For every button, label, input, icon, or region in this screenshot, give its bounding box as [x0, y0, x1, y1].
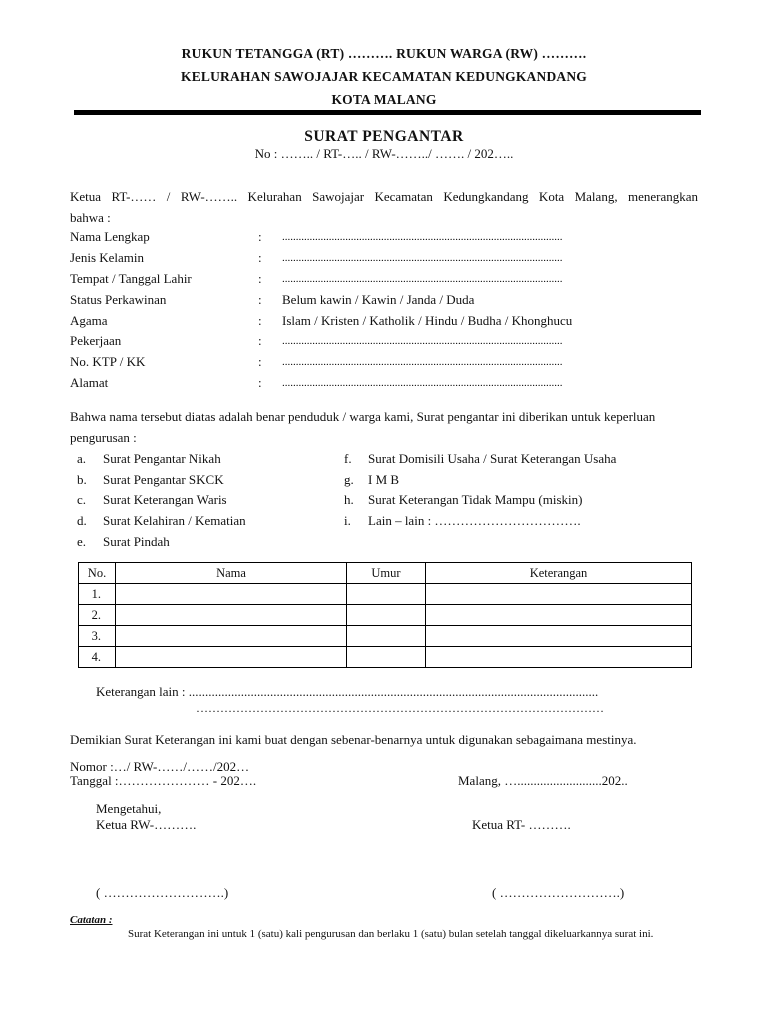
table-row — [79, 584, 692, 605]
table-cell-umur[interactable] — [347, 584, 426, 605]
option-letter: f. — [344, 451, 352, 466]
table-cell-no: 3. — [79, 626, 116, 647]
header-kelurahan: KELURAHAN SAWOJAJAR KECAMATAN KEDUNGKANDANG — [181, 69, 587, 84]
intro-line-1: Ketua RT-…… / RW-…….. Kelurahan Sawojajar Kecamatan Kedungkandang Kota Malang, menerangkan — [70, 189, 698, 204]
nomor-line: Nomor :…/ RW-……/……/202… — [70, 759, 250, 774]
field-colon: : — [258, 229, 262, 244]
table-row — [79, 626, 692, 647]
field-colon: : — [258, 250, 262, 265]
option-text: Surat Pindah — [103, 534, 170, 549]
field-label: Nama Lengkap — [70, 229, 150, 244]
table-header-row — [79, 563, 692, 584]
mengetahui-label: Mengetahui, — [96, 801, 162, 816]
intro-line-2: bahwa : — [70, 210, 111, 225]
option-letter: a. — [77, 451, 87, 466]
purpose-line-2: pengurusan : — [70, 430, 137, 445]
person-table — [78, 562, 692, 668]
option-letter: b. — [77, 472, 87, 487]
field-label: Pekerjaan — [70, 333, 122, 348]
document-number: No : …….. / RT-….. / RW-……../ ……. / 202….. — [254, 146, 514, 161]
keterangan-lain-line-1[interactable]: Keterangan lain : .............................................................................................................................. — [96, 684, 599, 699]
option-letter: g. — [344, 472, 354, 487]
intro-paragraph — [70, 186, 698, 228]
field-value[interactable]: ...................................................................................................... — [282, 335, 563, 347]
option-text: Surat Pengantar SKCK — [103, 472, 224, 487]
field-label: Jenis Kelamin — [70, 250, 145, 265]
field-value[interactable]: ...................................................................................................... — [282, 231, 563, 243]
field-value[interactable]: ...................................................................................................... — [282, 356, 563, 368]
tanggal-line: Tanggal :………………… - 202…. — [70, 773, 257, 788]
note-label: Catatan : — [70, 914, 113, 926]
option-letter: h. — [344, 492, 354, 507]
header-divider — [74, 110, 701, 115]
note-text: Surat Keterangan ini untuk 1 (satu) kali pengurusan dan berlaku 1 (satu) bulan setelah tanggal dikeluarkannya surat ini. — [128, 928, 654, 940]
closing-statement: Demikian Surat Keterangan ini kami buat dengan sebenar-benarnya untuk digunakan sebagaimana mestinya. — [70, 732, 637, 747]
field-value: Belum kawin / Kawin / Janda / Duda — [282, 292, 475, 307]
option-letter: c. — [77, 492, 87, 507]
table-cell-nama[interactable] — [116, 626, 347, 647]
field-value[interactable]: ...................................................................................................... — [282, 377, 563, 389]
field-value: Islam / Kristen / Katholik / Hindu / Budha / Khonghucu — [282, 313, 573, 328]
table-cell-no: 4. — [79, 647, 116, 668]
signature-rt[interactable]: ( ……………………….) — [492, 885, 625, 900]
signature-rw[interactable]: ( ……………………….) — [96, 885, 229, 900]
header-rt-rw: RUKUN TETANGGA (RT) ………. RUKUN WARGA (RW) ………. — [181, 46, 587, 61]
option-text: Surat Keterangan Tidak Mampu (miskin) — [368, 492, 583, 507]
purpose-line-1: Bahwa nama tersebut diatas adalah benar penduduk / warga kami, Surat pengantar ini diberikan untuk keperluan — [70, 409, 656, 424]
field-colon: : — [258, 354, 262, 369]
option-text: Surat Kelahiran / Kematian — [103, 513, 246, 528]
table-header-keterangan: Keterangan — [426, 563, 692, 584]
place-date-line: Malang, …..........................202.. — [458, 773, 628, 788]
option-text: I M B — [368, 472, 400, 487]
option-text: Lain – lain : ……………………………. — [368, 513, 581, 528]
table-cell-umur[interactable] — [347, 605, 426, 626]
table-cell-keterangan[interactable] — [426, 626, 692, 647]
table-cell-keterangan[interactable] — [426, 647, 692, 668]
option-letter: e. — [77, 534, 87, 549]
table-header-no: No. — [79, 563, 116, 584]
field-label: Agama — [70, 313, 108, 328]
field-label: Status Perkawinan — [70, 292, 167, 307]
table-cell-keterangan[interactable] — [426, 584, 692, 605]
header-kota: KOTA MALANG — [331, 92, 437, 107]
option-text: Surat Keterangan Waris — [103, 492, 227, 507]
table-cell-no: 2. — [79, 605, 116, 626]
field-colon: : — [258, 375, 262, 390]
option-text: Surat Domisili Usaha / Surat Keterangan Usaha — [368, 451, 617, 466]
field-colon: : — [258, 333, 262, 348]
field-colon: : — [258, 271, 262, 286]
document-title: SURAT PENGANTAR — [304, 128, 464, 145]
field-value[interactable]: ...................................................................................................... — [282, 252, 563, 264]
table-header-nama: Nama — [116, 563, 347, 584]
table-row — [79, 605, 692, 626]
field-label: Alamat — [70, 375, 109, 390]
keterangan-lain-line-2[interactable]: ………………………………………………………………………………………… — [196, 701, 604, 715]
table-cell-nama[interactable] — [116, 605, 347, 626]
option-letter: i. — [344, 513, 351, 528]
field-label: No. KTP / KK — [70, 354, 146, 369]
table-cell-no: 1. — [79, 584, 116, 605]
table-header-umur: Umur — [347, 563, 426, 584]
table-cell-nama[interactable] — [116, 647, 347, 668]
table-row — [79, 647, 692, 668]
field-label: Tempat / Tanggal Lahir — [70, 271, 192, 286]
field-colon: : — [258, 292, 262, 307]
table-cell-nama[interactable] — [116, 584, 347, 605]
option-letter: d. — [77, 513, 87, 528]
table-cell-umur[interactable] — [347, 626, 426, 647]
option-text: Surat Pengantar Nikah — [103, 451, 221, 466]
table-cell-umur[interactable] — [347, 647, 426, 668]
table-cell-keterangan[interactable] — [426, 605, 692, 626]
ketua-rt-label: Ketua RT- ………. — [472, 817, 571, 832]
field-colon: : — [258, 313, 262, 328]
field-value[interactable]: ...................................................................................................... — [282, 273, 563, 285]
ketua-rw-label: Ketua RW-………. — [96, 817, 197, 832]
